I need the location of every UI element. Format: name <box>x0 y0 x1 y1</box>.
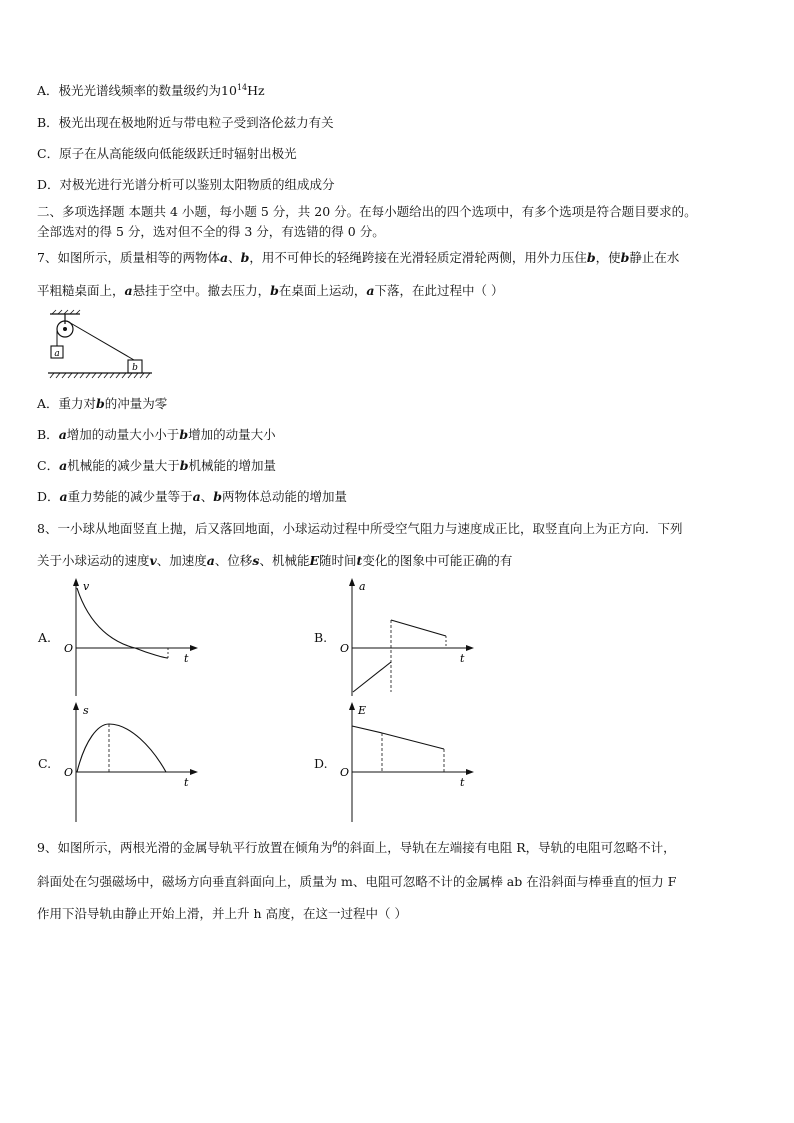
q8-text: 、加速度 <box>156 553 207 568</box>
graph-a-ylabel: v <box>83 580 90 593</box>
q8-graph-b-option: B. <box>314 630 328 645</box>
q8-graph-d <box>336 702 476 824</box>
q7-option-b <box>37 427 276 443</box>
q7-block-a-label: a <box>54 349 60 359</box>
q7-block-b-label: b <box>132 363 138 373</box>
q7-var-b: b <box>96 396 105 411</box>
q7-option-text: B． <box>37 427 59 442</box>
graph-d-xlabel: t <box>460 776 465 789</box>
q6-option-d: D．对极光进行光谱分析可以鉴别太阳物质的组成成分 <box>37 177 335 192</box>
q8-var-v: v <box>149 553 157 568</box>
q7-option-text: C． <box>37 458 60 473</box>
q7-text: 平粗糙桌面上， <box>37 283 125 298</box>
q7-stem-line1 <box>37 250 679 266</box>
q7-text: 下落，在此过程中（ ） <box>374 283 504 298</box>
q6-option-b: B．极光出现在极地附近与带电粒子受到洛伦兹力有关 <box>37 115 334 130</box>
q8-text: 关于小球运动的速度 <box>37 553 150 568</box>
q8-graph-a <box>60 578 200 698</box>
q6-option-a-exponent: 14 <box>236 82 248 92</box>
q7-stem-line2 <box>37 283 504 299</box>
q7-var-b: b <box>213 489 223 504</box>
q7-text: ，使 <box>595 250 621 265</box>
q6-option-a-text: A．极光光谱线频率的数量级约为10 <box>37 83 237 98</box>
q7-var-a: a <box>219 250 229 265</box>
q9-text: 9、如图所示，两根光滑的金属导轨平行放置在倾角为 <box>37 840 333 855</box>
q7-option-d <box>37 489 347 505</box>
q7-pulley-figure <box>44 310 154 382</box>
q7-option-text: 两物体总动能的增加量 <box>222 489 348 504</box>
q7-text: 静止在水 <box>629 250 680 265</box>
q8-stem-line2 <box>37 553 512 569</box>
q8-var-e: E <box>309 553 320 568</box>
graph-a-origin: O <box>64 642 74 655</box>
q7-text: 、 <box>228 250 241 265</box>
q7-option-text: A．重力对 <box>37 396 97 411</box>
q8-var-t: t <box>356 553 363 568</box>
q7-option-text: 重力势能的减少量等于 <box>67 489 193 504</box>
q8-graph-c-option: C. <box>38 756 52 771</box>
graph-c-ylabel: s <box>83 704 89 717</box>
q7-text: ，用不可伸长的轻绳跨接在光滑轻质定滑轮两侧，用外力压住 <box>249 250 587 265</box>
q8-text: 随时间 <box>319 553 357 568</box>
q8-graph-d-option: D. <box>314 756 328 771</box>
graph-c-origin: O <box>64 766 74 779</box>
q9-stem-line3: 作用下沿导轨由静止开始上滑，并上升 h 高度，在这一过程中（ ） <box>37 906 407 921</box>
graph-d-ylabel: E <box>358 704 367 717</box>
q8-text: 变化的图象中可能正确的有 <box>362 553 513 568</box>
q7-option-c <box>37 458 276 474</box>
graph-b-ylabel: a <box>359 580 366 593</box>
q8-graph-a-option: A. <box>38 630 52 645</box>
q7-option-text: 机械能的增加量 <box>188 458 276 473</box>
q9-stem-line2: 斜面处在匀强磁场中，磁场方向垂直斜面向上，质量为 m、电阻可忽略不计的金属棒 ab 在沿斜面与棒垂直的恒力 F <box>37 874 677 889</box>
q7-var-b: b <box>586 250 596 265</box>
q6-option-a <box>37 83 265 99</box>
q6-option-c: C．原子在从高能级向低能级跃迁时辐射出极光 <box>37 146 297 161</box>
q8-var-s: s <box>252 553 260 568</box>
q7-var-a: a <box>124 283 133 298</box>
q7-text: 7、如图所示，质量相等的两物体 <box>37 250 220 265</box>
q7-option-text: 增加的动量大小小于 <box>66 427 180 442</box>
q9-text: 的斜面上，导轨在左端接有电阻 R，导轨的电阻可忽略不计， <box>337 840 676 855</box>
graph-b-xlabel: t <box>460 652 465 665</box>
q9-theta: θ <box>332 839 338 849</box>
q7-var-a: a <box>59 458 68 473</box>
q7-var-b: b <box>620 250 630 265</box>
q7-var-a: a <box>192 489 201 504</box>
q7-var-a: a <box>58 427 67 442</box>
q8-var-a: a <box>206 553 215 568</box>
q6-option-a-unit: Hz <box>247 83 265 98</box>
q8-graph-b <box>336 578 476 698</box>
q7-option-text: 机械能的减少量大于 <box>67 458 180 473</box>
section2-heading-line2: 全部选对的得 5 分，选对但不全的得 3 分，有选错的得 0 分。 <box>37 224 385 239</box>
q7-var-a: a <box>59 489 68 504</box>
q9-stem-line1 <box>37 840 676 856</box>
graph-c-xlabel: t <box>184 776 189 789</box>
q8-text: 、机械能 <box>259 553 310 568</box>
q7-option-text: 的冲量为零 <box>104 396 168 411</box>
q7-var-b: b <box>270 283 279 298</box>
q7-var-b: b <box>179 427 189 442</box>
graph-a-xlabel: t <box>184 652 189 665</box>
q7-text: 悬挂于空中。撤去压力， <box>132 283 271 298</box>
q7-var-b: b <box>179 458 189 473</box>
section2-heading-line1: 二、多项选择题 本题共 4 小题，每小题 5 分，共 20 分。在每小题给出的四个选项中，有多个选项是符合题目要求的。 <box>37 204 697 219</box>
q8-graph-c <box>60 702 200 824</box>
q8-text: 、位移 <box>214 553 253 568</box>
q8-stem-line1: 8、一小球从地面竖直上抛，后又落回地面，小球运动过程中所受空气阻力与速度成正比，取竖直向上为正方向．下列 <box>37 521 683 536</box>
q7-var-a: a <box>366 283 375 298</box>
graph-b-origin: O <box>340 642 350 655</box>
q7-text: 在桌面上运动， <box>278 283 367 298</box>
q7-option-text: D． <box>37 489 60 504</box>
q7-var-b: b <box>240 250 250 265</box>
q7-option-text: 、 <box>200 489 214 504</box>
q7-option-text: 增加的动量大小 <box>188 427 276 442</box>
graph-d-origin: O <box>340 766 350 779</box>
q7-option-a <box>37 396 167 412</box>
